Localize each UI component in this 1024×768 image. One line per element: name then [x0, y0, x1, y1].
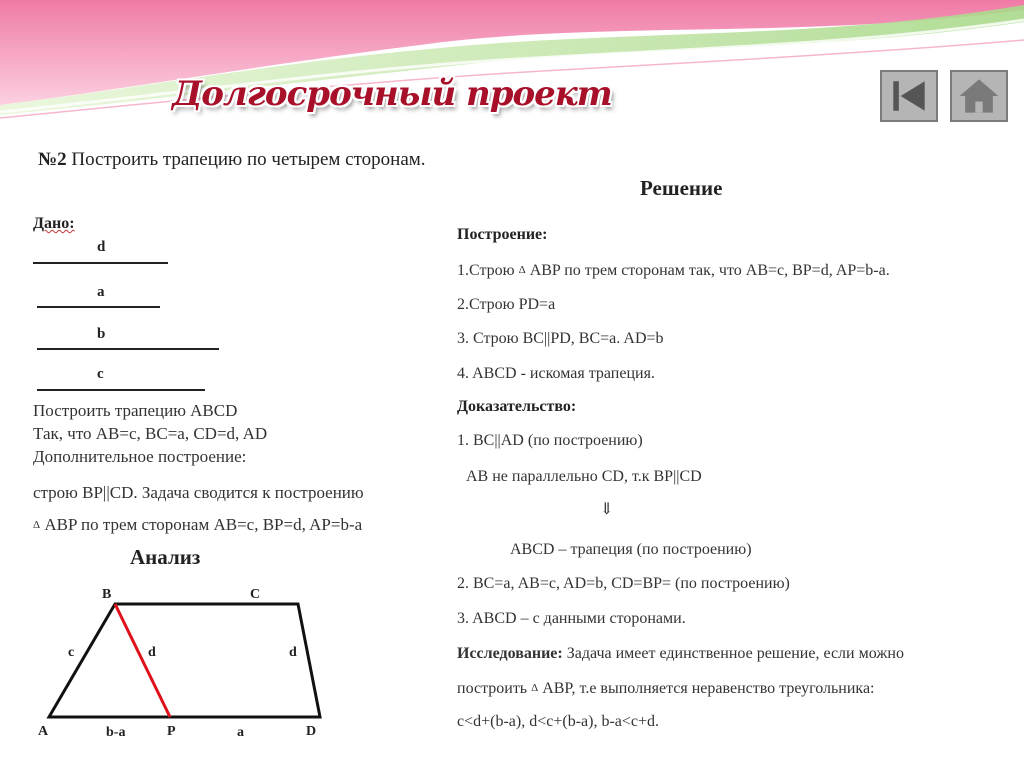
given-line — [33, 515, 362, 535]
side-label-ap: b-a — [106, 725, 126, 740]
triangle-symbol: Δ — [518, 264, 526, 276]
segment-bp — [115, 604, 170, 717]
construction-heading: Построение: — [457, 226, 548, 243]
task-statement — [38, 149, 426, 171]
trapezoid-figure — [30, 580, 340, 750]
trapezoid-shape — [49, 604, 320, 717]
segment-d — [33, 262, 168, 264]
research-text: Задача имеет единственное решение, если можно — [562, 645, 904, 662]
given-line-text: ABP по трем сторонам AB=c, BP=d, AP=b-a — [44, 515, 363, 534]
given-line: строю BP||CD. Задача сводится к построению — [33, 483, 364, 502]
segment-c — [37, 389, 205, 391]
given-line: Дополнительное построение: — [33, 447, 247, 466]
task-text: Построить трапецию по четырем сторонам. — [66, 149, 426, 170]
research-text: построить — [457, 680, 532, 697]
segment-label-d: d — [97, 239, 106, 255]
vertex-label-p: P — [167, 724, 176, 739]
page-title: Долгосрочный проект — [172, 74, 612, 114]
side-label-pd: a — [237, 725, 244, 740]
research-line — [457, 680, 875, 698]
back-button[interactable] — [880, 70, 938, 122]
side-label-cd: d — [289, 645, 297, 660]
proof-line: 3. ABCD – с данными сторонами. — [457, 610, 686, 627]
vertex-label-a: A — [38, 724, 49, 739]
home-icon — [952, 72, 1006, 120]
proof-line: AB не параллельно CD, т.к BP||CD — [466, 468, 702, 485]
construction-step — [457, 262, 890, 280]
solution-heading: Решение — [640, 176, 723, 200]
given-line: Построить трапецию ABCD — [33, 401, 238, 420]
proof-implies-arrow: ⇓ — [600, 501, 614, 518]
segment-label-a: a — [97, 284, 105, 300]
research-heading: Исследование: — [457, 645, 563, 662]
step-text: 1.Строю — [457, 262, 519, 279]
vertex-label-d: D — [306, 724, 317, 739]
construction-step: 3. Строю BC||PD, BC=a. AD=b — [457, 330, 664, 347]
segment-a — [37, 306, 160, 308]
construction-step: 4. ABCD - искомая трапеция. — [457, 365, 655, 382]
research-line: c<d+(b-a), d<c+(b-a), b-a<c+d. — [457, 713, 660, 730]
segment-label-b: b — [97, 326, 106, 342]
proof-line: ABCD – трапеция (по построению) — [510, 541, 752, 558]
vertex-label-b: B — [102, 587, 112, 602]
segment-b — [37, 348, 219, 350]
skip-back-icon — [882, 72, 936, 120]
side-label-c: c — [68, 645, 75, 660]
step-text: ABP по трем сторонам так, что AB=c, BP=d, AP=b-a. — [525, 262, 890, 279]
research-text: ABP, т.е выполняется неравенство треугольника: — [538, 680, 875, 697]
given-label: Дано: — [33, 215, 75, 232]
segment-label-c: c — [97, 366, 104, 382]
proof-line: 1. BC||AD (по построению) — [457, 432, 643, 449]
vertex-label-c: C — [250, 587, 261, 602]
construction-step: 2.Строю PD=a — [457, 296, 556, 313]
triangle-symbol: Δ — [33, 519, 41, 531]
given-line: Так, что AB=c, BC=a, CD=d, AD — [33, 424, 268, 443]
research-line — [457, 645, 904, 663]
proof-line: 2. BC=a, AB=c, AD=b, CD=BP= (по построению) — [457, 575, 790, 592]
home-button[interactable] — [950, 70, 1008, 122]
proof-heading: Доказательство: — [457, 398, 577, 415]
side-label-bp: d — [148, 645, 156, 660]
analysis-heading: Анализ — [130, 545, 201, 569]
triangle-symbol: Δ — [531, 682, 539, 694]
task-number: №2 — [38, 149, 67, 170]
